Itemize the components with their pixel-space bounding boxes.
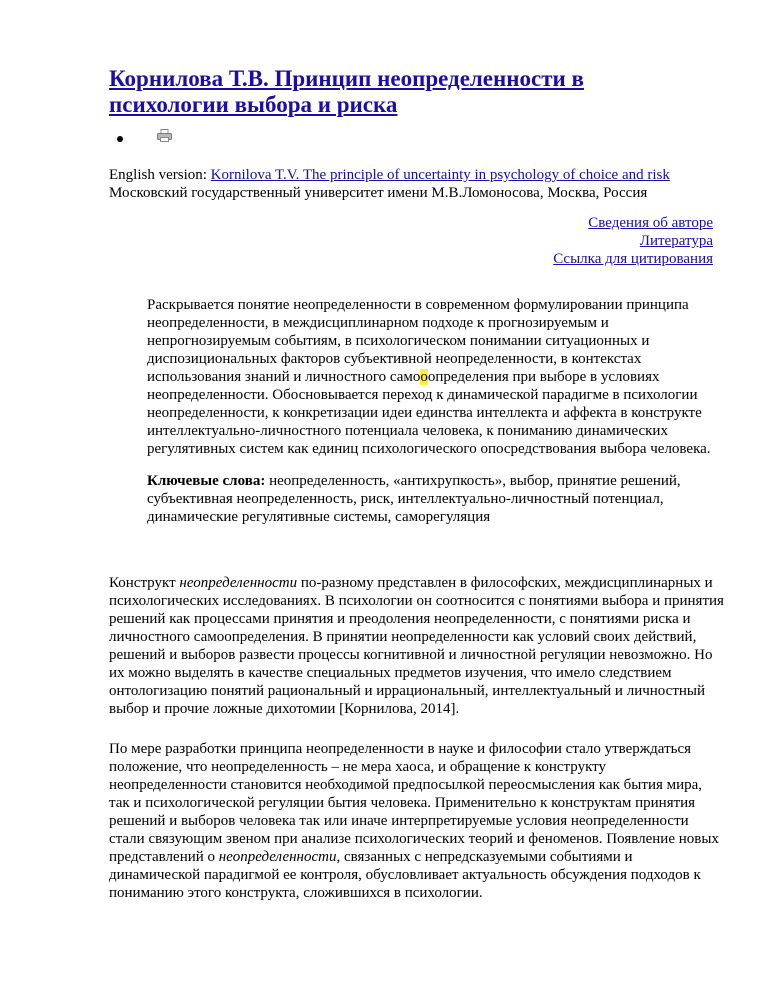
keywords-text: неопределенность, «антихрупкость», выбор, принятие решений, субъективная неопределенность, риск, интеллектуально-личностный потенциал, динамические регулятивные системы, саморегуляция [147,473,681,525]
article-title-link[interactable]: Корнилова Т.В. Принцип неопределенности в психологии выбора и риска [109,66,584,117]
citation-link[interactable]: Ссылка для цитирования [553,251,713,267]
body-paragraph-2 [109,740,724,902]
english-version-label: English version: [109,167,211,183]
list-bullet [117,136,123,142]
keywords-label: Ключевые слова: [147,473,266,489]
abstract-text-start: Раскрывается понятие неопределенности в современном формулировании принципа неопределенности, в междисциплинарном подходе к прогнозируемым и непрогнозируемым событиям, в психологическом понимании ситуационных и диспозициональных факторов субъективной неопределенности, в контекстах использования знаний и личностного само [147,297,689,385]
printer-icon[interactable] [157,129,172,142]
author-info-link[interactable]: Сведения об авторе [588,215,713,231]
p2-emphasis: неопределенности [218,849,337,865]
article-meta [109,166,709,202]
highlighted-text: о [420,369,428,385]
affiliation: Московский государственный университет имени М.В.Ломоносова, Москва, Россия [109,185,648,201]
p1-emphasis: неопределенности [179,575,298,591]
english-version-line [109,166,709,184]
references-link[interactable]: Литература [639,233,713,249]
article-nav-links [553,214,713,268]
body-paragraph-1 [109,574,724,718]
keywords [147,472,722,526]
article-title [109,66,669,118]
p2-start: По мере разработки принципа неопределенности в науке и философии стало утверждаться положение, что неопределенность – не мера хаоса, и обращение к конструкту неопределенности становится необходимой предпосылкой переосмысления как бытия мира, так и психологической регуляции бытия человека. Применительно к конструктам принятия решений и выборов человека так или иначе интерпретируемые условия неопределенности стали связующим звеном при анализе психологических теорий и феноменов. Появление новых представлений о [109,741,719,865]
abstract [147,296,722,458]
abstract-text-end: определения при выборе в условиях неопределенности. Обосновывается переход к динамической парадигме в психологии неопределенности, к конкретизации идеи единства интеллекта и аффекта в конструкте интеллектуально-личностного потенциала человека, к пониманию динамических регулятивных систем как единиц психологического опосредствования выбора человека. [147,369,711,457]
english-version-link[interactable]: Kornilova T.V. The principle of uncertainty in psychology of choice and risk [210,167,670,183]
p1-rest: по-разному представлен в философских, междисциплинарных и психологических исследованиях. В психологии он соотносится с понятиями выбора и принятия решений как процессами принятия и преодоления неопределенности, с понятиями риска и личностного самоопределения. В принятии неопределенности как условий своих действий, решений и выборов развести процессы когнитивной и личностной регуляции невозможно. Но их можно выделять в качестве специальных предметов изучения, что имело следствием онтологизацию понятий рациональный и иррациональный, интеллектуальный и личностный выбор и прочие ложные дихотомии [Корнилова, 2014]. [109,575,724,717]
p2-rest: , связанных с непредсказуемыми событиями и динамической парадигмой ее контроля, обусловливает актуальность обсуждения подходов к пониманию этого конструкта, сложившихся в психологии. [109,849,701,901]
p1-start: Конструкт [109,575,180,591]
